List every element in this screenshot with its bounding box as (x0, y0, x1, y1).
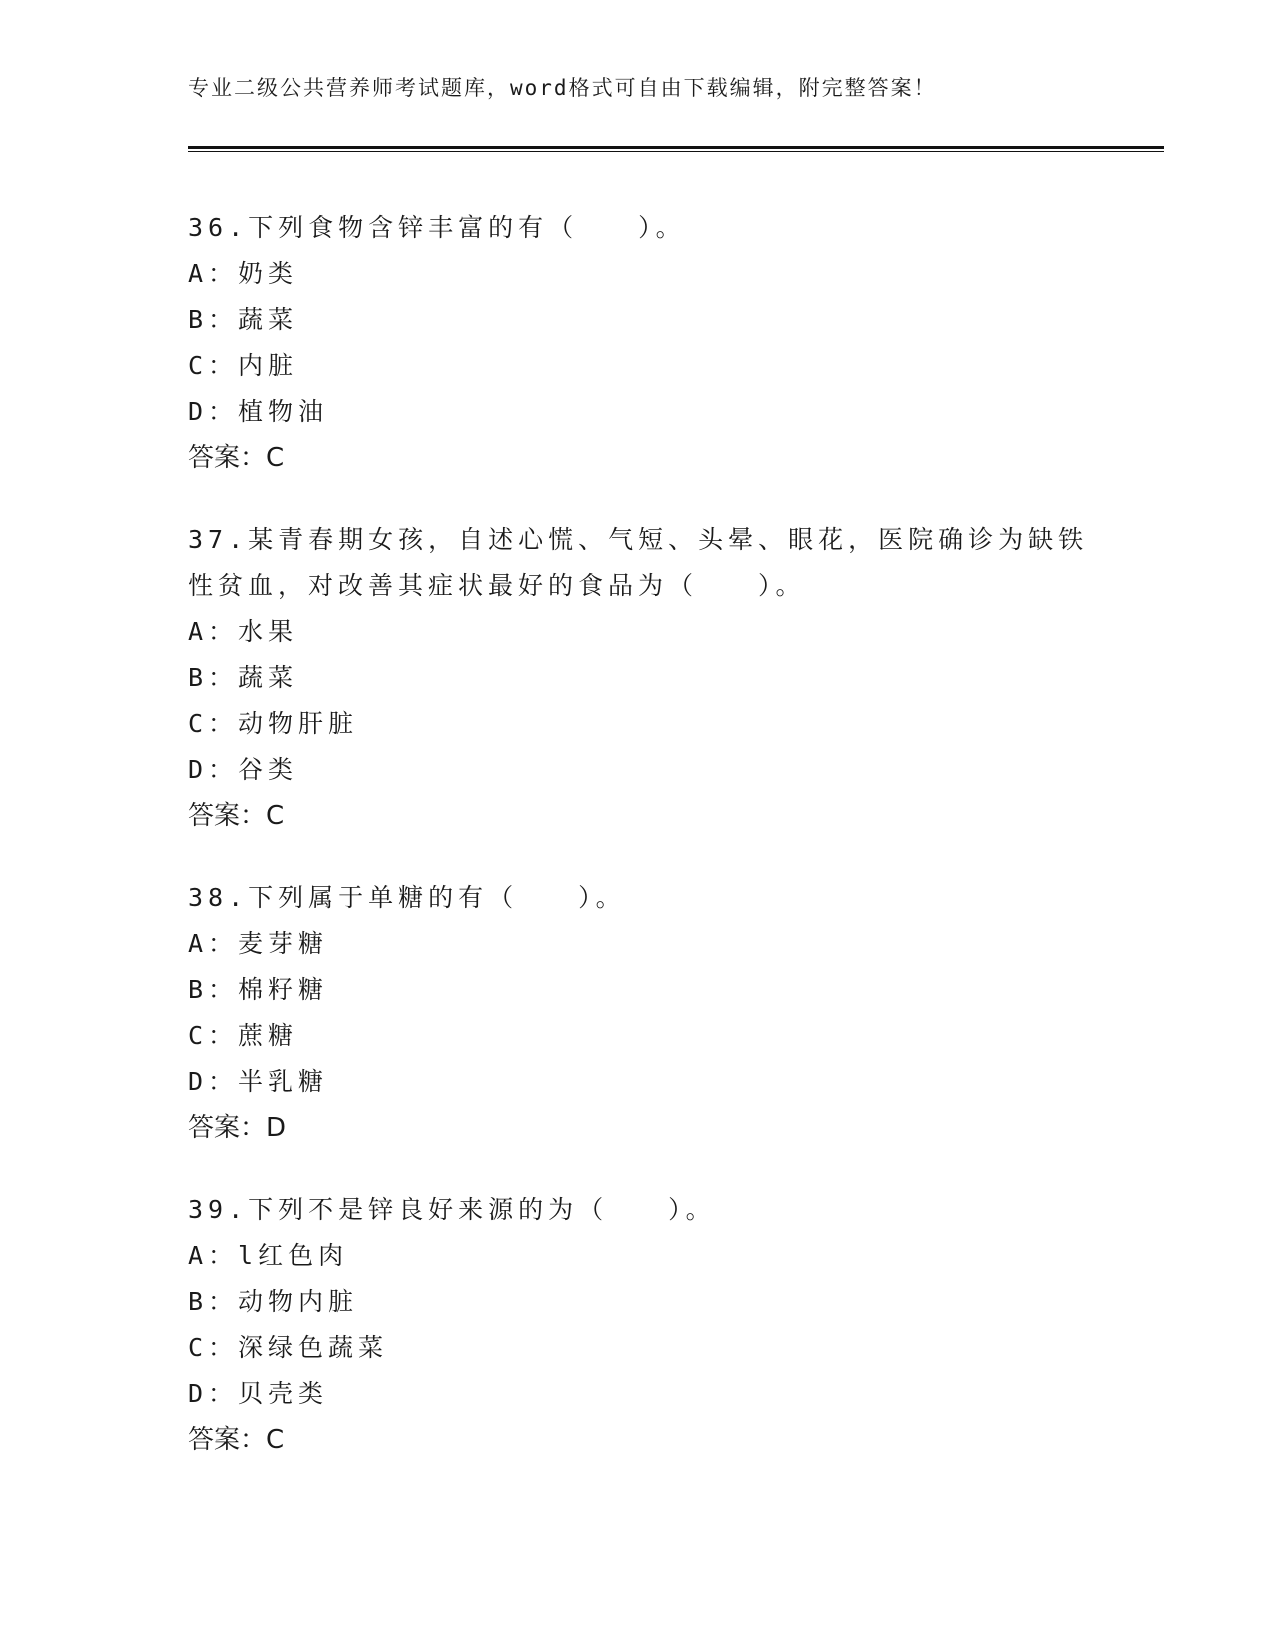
answer: 答案：C (188, 801, 285, 831)
answer: 答案：C (188, 1425, 285, 1455)
option-a: A：水果 (188, 617, 299, 646)
header-rule-thin (188, 151, 1164, 152)
question-stem: 37.某青春期女孩，自述心慌、气短、头晕、眼花，医院确诊为缺铁性贫血，对改善其症状最好的食品为（ ）。 (188, 525, 1089, 600)
answer: 答案：D (188, 1113, 287, 1143)
option-d: D：植物油 (188, 397, 329, 426)
option-a: A：l红色肉 (188, 1241, 349, 1270)
question-stem: 38.下列属于单糖的有（ ）。 (188, 883, 626, 912)
question-37 (188, 517, 1118, 839)
question-stem: 39.下列不是锌良好来源的为（ ）。 (188, 1195, 716, 1224)
option-b: B：棉籽糖 (188, 975, 329, 1004)
page-header: 专业二级公共营养师考试题库，word格式可自由下载编辑，附完整答案！ (188, 76, 937, 100)
question-38 (188, 875, 1118, 1151)
option-c: C：深绿色蔬菜 (188, 1333, 389, 1362)
option-b: B：蔬菜 (188, 663, 299, 692)
question-stem: 36.下列食物含锌丰富的有（ ）。 (188, 213, 686, 242)
option-a: A：麦芽糖 (188, 929, 329, 958)
option-b: B：动物内脏 (188, 1287, 359, 1316)
option-c: C：蔗糖 (188, 1021, 299, 1050)
header-rule-thick (188, 146, 1164, 149)
option-d: D：半乳糖 (188, 1067, 329, 1096)
option-c: C：动物肝脏 (188, 709, 359, 738)
option-c: C：内脏 (188, 351, 299, 380)
option-d: D：谷类 (188, 755, 299, 784)
question-36 (188, 205, 1118, 481)
option-a: A：奶类 (188, 259, 299, 288)
question-39 (188, 1187, 1118, 1463)
option-b: B：蔬菜 (188, 305, 299, 334)
option-d: D：贝壳类 (188, 1379, 329, 1408)
question-list (188, 205, 1118, 1499)
answer: 答案：C (188, 443, 285, 473)
